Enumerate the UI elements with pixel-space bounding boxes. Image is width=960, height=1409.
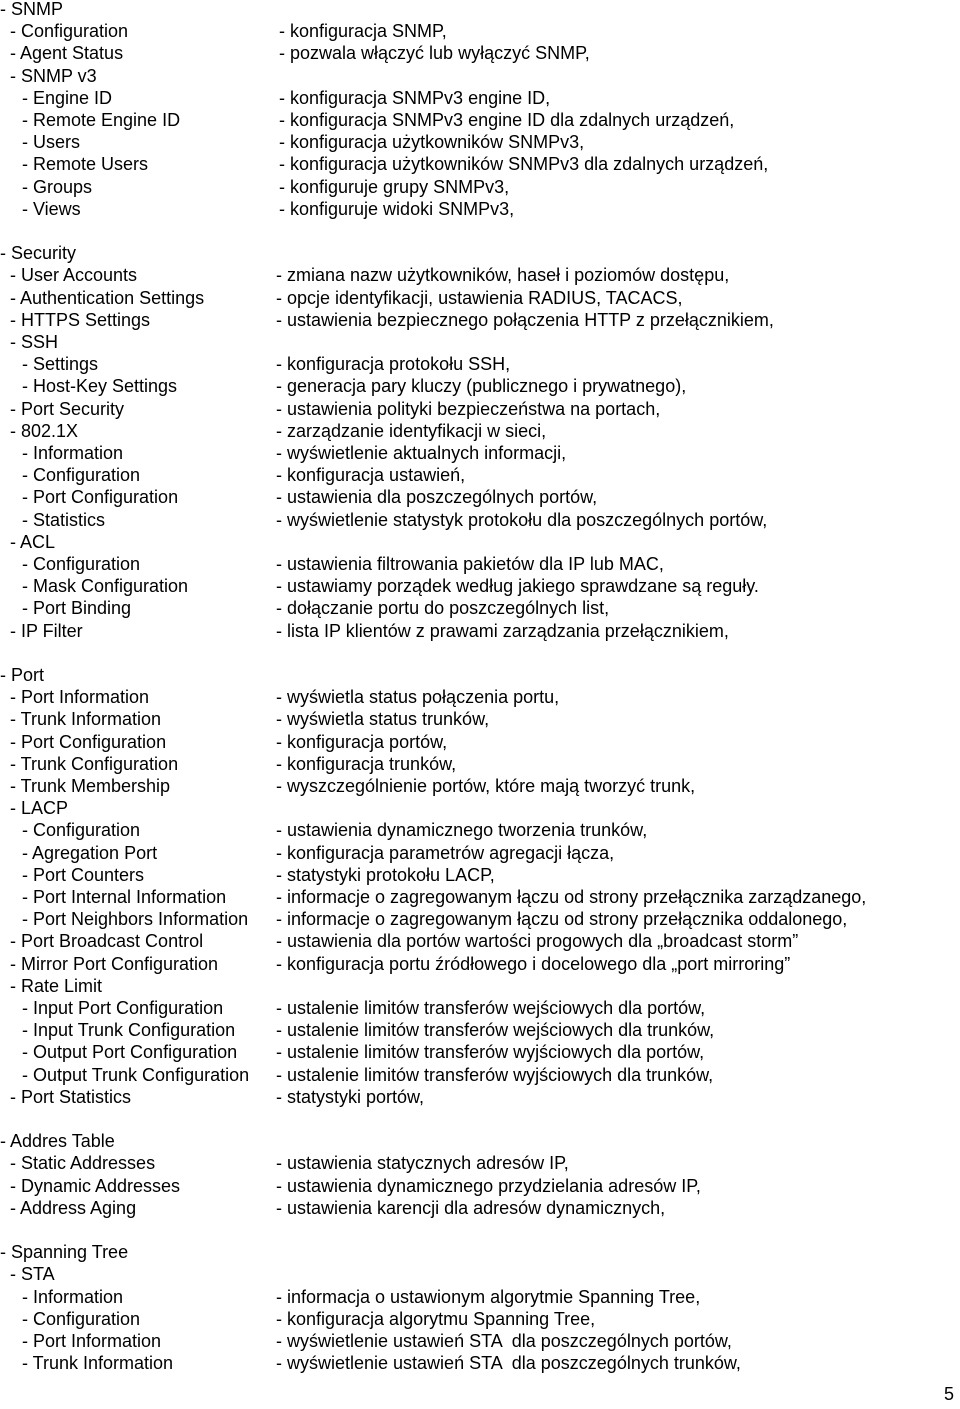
menu-item-name: - Groups (22, 176, 93, 197)
menu-item-name: - SNMP v3 (10, 65, 97, 86)
section-heading-row (0, 242, 960, 264)
menu-item-name: - Agregation Port (22, 842, 158, 863)
menu-item-row (0, 198, 960, 220)
menu-item-name: - Input Trunk Configuration (22, 1020, 236, 1041)
menu-item-row (0, 686, 960, 708)
menu-item-row (0, 886, 960, 908)
menu-item-description: - konfiguracja użytkowników SNMPv3 dla zdalnych urządzeń, (279, 154, 769, 175)
menu-item-name: - ACL (10, 531, 56, 552)
menu-item-description: - ustawienia dynamicznego przydzielania adresów IP, (276, 1175, 701, 1196)
menu-item-row (0, 597, 960, 619)
menu-item-row (0, 1086, 960, 1108)
menu-item-row (0, 575, 960, 597)
page-number: 5 (943, 1384, 954, 1404)
menu-item-name: - SSH (10, 332, 59, 352)
menu-item-row (0, 842, 960, 864)
menu-item-row (0, 375, 960, 397)
menu-item-name: - Remote Engine ID (22, 110, 181, 130)
menu-item-description: - konfiguracja algorytmu Spanning Tree, (276, 1308, 596, 1329)
menu-item-name: - Configuration (22, 1308, 141, 1329)
menu-item-description: - pozwala włączyć lub wyłączyć SNMP, (279, 43, 590, 64)
menu-item-row (0, 442, 960, 464)
menu-item-name: - Port Statistics (10, 1086, 132, 1107)
menu-item-name: - Views (22, 198, 81, 219)
menu-item-description: - konfiguracja portu źródłowego i docelowego dla „port mirroring” (276, 953, 791, 974)
menu-item-description: - ustawienia dla portów wartości progowych dla „broadcast storm” (276, 931, 799, 952)
menu-item-description: - wyświetlenie ustawień STA dla poszczególnych trunków, (276, 1353, 741, 1374)
menu-item-description: - ustawiamy porządek według jakiego sprawdzane są reguły. (276, 576, 759, 597)
menu-item-name: - Port Configuration (22, 487, 179, 508)
section-heading-row (0, 664, 960, 686)
menu-item-name: - Port Neighbors Information (22, 909, 249, 930)
menu-item-row (0, 309, 960, 331)
menu-item-row (0, 1308, 960, 1330)
menu-item-description: - konfiguracja portów, (276, 731, 448, 752)
menu-item-description: - wyświetla status połączenia portu, (276, 687, 560, 708)
menu-item-description: - konfiguracja SNMPv3 engine ID, (279, 87, 551, 108)
menu-item-row (0, 287, 960, 309)
menu-item-name: - Port Counters (22, 864, 145, 885)
menu-item-description: - zmiana nazw użytkowników, haseł i poziomów dostępu, (276, 265, 730, 286)
menu-item-name: - Remote Users (22, 154, 149, 175)
section-heading-row (0, 1241, 960, 1263)
menu-item-description: - wyświetlenie statystyk protokołu dla poszczególnych portów, (276, 509, 768, 530)
menu-item-row (0, 1019, 960, 1041)
menu-item-description: - lista IP klientów z prawami zarządzania przełącznikiem, (276, 620, 729, 641)
menu-item-row (0, 353, 960, 375)
menu-item-name: - Trunk Configuration (10, 753, 179, 774)
menu-item-description: - dołączanie portu do poszczególnych list, (276, 598, 610, 619)
menu-item-row (0, 1041, 960, 1063)
menu-item-name: - Security (0, 243, 77, 264)
menu-item-description: - ustalenie limitów transferów wejściowych dla portów, (276, 998, 706, 1018)
menu-item-row (0, 1064, 960, 1086)
menu-item-description: - konfiguracja protokołu SSH, (276, 354, 511, 375)
menu-item-description: - ustawienia karencji dla adresów dynamicznych, (276, 1197, 666, 1218)
menu-item-row (0, 753, 960, 775)
menu-item-row (0, 531, 960, 553)
menu-item-name: - Rate Limit (10, 975, 103, 996)
menu-item-row (0, 908, 960, 930)
menu-item-description: - ustawienia polityki bezpieczeństwa na portach, (276, 398, 661, 419)
section-heading-row (0, 1130, 960, 1152)
menu-item-name: - Statistics (22, 509, 106, 530)
menu-item-name: - Trunk Information (22, 1353, 174, 1374)
menu-item-name: - Input Port Configuration (22, 998, 224, 1018)
menu-item-name: - Output Trunk Configuration (22, 1064, 250, 1085)
menu-item-row (0, 708, 960, 730)
menu-item-description: - informacje o zagregowanym łączu od strony przełącznika zarządzanego, (276, 887, 867, 907)
menu-item-name: - Host-Key Settings (22, 376, 178, 397)
menu-item-name: - Port Information (10, 687, 150, 708)
menu-item-row (0, 930, 960, 952)
menu-item-row (0, 1263, 960, 1285)
menu-item-name: - Dynamic Addresses (10, 1175, 181, 1196)
menu-item-name: - User Accounts (10, 265, 138, 286)
menu-item-row (0, 398, 960, 420)
menu-item-description: - ustalenie limitów transferów wyjściowych dla portów, (276, 1042, 705, 1063)
menu-item-name: - Configuration (10, 21, 129, 42)
section-heading-row (0, 0, 960, 20)
menu-item-row (0, 65, 960, 87)
menu-item-description: - ustalenie limitów transferów wejściowych dla trunków, (276, 1020, 715, 1041)
menu-item-description: - konfiguracja trunków, (276, 753, 457, 774)
menu-item-name: - IP Filter (10, 620, 83, 641)
menu-item-description: - statystyki protokołu LACP, (276, 864, 495, 885)
menu-item-description: - konfiguracja SNMPv3 engine ID dla zdalnych urządzeń, (279, 110, 735, 130)
menu-item-name: - Static Addresses (10, 1153, 156, 1174)
menu-item-name: - HTTPS Settings (10, 309, 151, 330)
menu-item-row (0, 331, 960, 353)
menu-item-description: - konfiguracja użytkowników SNMPv3, (279, 132, 585, 153)
menu-item-name: - Settings (22, 354, 99, 375)
menu-item-name: - Mirror Port Configuration (10, 953, 219, 974)
menu-item-name: - Trunk Membership (10, 776, 171, 796)
menu-item-row (0, 1286, 960, 1308)
menu-item-row (0, 797, 960, 819)
menu-item-description: - ustawienia dynamicznego tworzenia trunków, (276, 820, 648, 841)
menu-item-row (0, 775, 960, 797)
menu-item-description: - konfiguracja SNMP, (279, 21, 447, 42)
menu-item-name: - Users (22, 132, 80, 153)
menu-item-row (0, 1175, 960, 1197)
menu-item-name: - Trunk Information (10, 709, 162, 730)
menu-item-description: - statystyki portów, (276, 1086, 425, 1107)
menu-item-name: - Port Configuration (10, 731, 167, 752)
menu-item-name: - Port Internal Information (22, 887, 227, 907)
menu-item-description: - konfiguracja ustawień, (276, 465, 466, 486)
menu-item-name: - Information (22, 1286, 124, 1307)
menu-item-name: - Addres Table (0, 1131, 115, 1152)
menu-item-name: - Information (22, 443, 124, 463)
menu-item-name: - Configuration (22, 820, 141, 841)
menu-item-row (0, 1197, 960, 1219)
menu-item-description: - konfiguracja parametrów agregacji łącza, (276, 842, 615, 863)
menu-item-row (0, 1330, 960, 1352)
menu-item-name: - Port Broadcast Control (10, 931, 204, 952)
menu-item-description: - wyświetlenie ustawień STA dla poszczególnych portów, (276, 1331, 732, 1351)
menu-item-description: - ustawienia dla poszczególnych portów, (276, 487, 598, 508)
menu-item-row (0, 264, 960, 286)
menu-item-row (0, 87, 960, 109)
menu-item-description: - generacja pary kluczy (publicznego i prywatnego), (276, 376, 687, 397)
menu-item-name: - Port Binding (22, 598, 132, 619)
menu-item-row (0, 864, 960, 886)
menu-item-row (0, 176, 960, 198)
menu-item-description: - zarządzanie identyfikacji w sieci, (276, 420, 547, 441)
menu-item-description: - ustawienia statycznych adresów IP, (276, 1153, 569, 1174)
menu-item-description: - ustawienia bezpiecznego połączenia HTTP z przełącznikiem, (276, 309, 774, 330)
menu-item-row (0, 109, 960, 131)
menu-item-row (0, 620, 960, 642)
menu-item-name: - Agent Status (10, 43, 124, 64)
menu-item-name: - Authentication Settings (10, 287, 205, 308)
menu-item-row (0, 42, 960, 64)
menu-item-description: - ustalenie limitów transferów wyjściowych dla trunków, (276, 1064, 714, 1085)
menu-item-row (0, 553, 960, 575)
menu-item-description: - informacja o ustawionym algorytmie Spanning Tree, (276, 1286, 701, 1307)
menu-item-name: - Mask Configuration (22, 576, 189, 597)
menu-item-description: - wyszczególnienie portów, które mają tworzyć trunk, (276, 776, 696, 796)
menu-item-row (0, 997, 960, 1019)
menu-item-row (0, 486, 960, 508)
menu-item-description: - konfiguruje grupy SNMPv3, (279, 176, 510, 197)
menu-item-description: - wyświetla status trunków, (276, 709, 490, 730)
menu-item-name: - Output Port Configuration (22, 1042, 238, 1063)
menu-item-name: - Port Information (22, 1331, 162, 1351)
menu-item-row (0, 20, 960, 42)
menu-item-name: - Configuration (22, 554, 141, 574)
menu-item-description: - opcje identyfikacji, ustawienia RADIUS, TACACS, (276, 287, 683, 308)
menu-item-name: - Spanning Tree (0, 1242, 129, 1263)
menu-item-name: - Address Aging (10, 1197, 137, 1218)
menu-item-name: - STA (10, 1264, 55, 1285)
menu-item-row (0, 819, 960, 841)
menu-item-row (0, 1152, 960, 1174)
menu-item-description: - informacje o zagregowanym łączu od strony przełącznika oddalonego, (276, 909, 848, 930)
menu-item-description: - wyświetlenie aktualnych informacji, (276, 443, 567, 463)
menu-item-name: - 802.1X (10, 420, 79, 441)
menu-item-row (0, 131, 960, 153)
menu-item-name: - SNMP (0, 0, 63, 19)
menu-item-row (0, 1352, 960, 1374)
menu-item-name: - Port Security (10, 398, 125, 419)
menu-item-row (0, 975, 960, 997)
menu-item-name: - LACP (10, 798, 69, 819)
menu-item-row (0, 153, 960, 175)
menu-item-name: - Engine ID (22, 87, 113, 108)
menu-item-row (0, 953, 960, 975)
menu-item-description: - ustawienia filtrowania pakietów dla IP lub MAC, (276, 554, 664, 574)
menu-item-row (0, 420, 960, 442)
menu-item-name: - Configuration (22, 465, 141, 486)
menu-item-row (0, 731, 960, 753)
menu-item-name: - Port (0, 665, 45, 685)
menu-item-description: - konfiguruje widoki SNMPv3, (279, 198, 515, 219)
menu-item-row (0, 464, 960, 486)
menu-item-row (0, 509, 960, 531)
